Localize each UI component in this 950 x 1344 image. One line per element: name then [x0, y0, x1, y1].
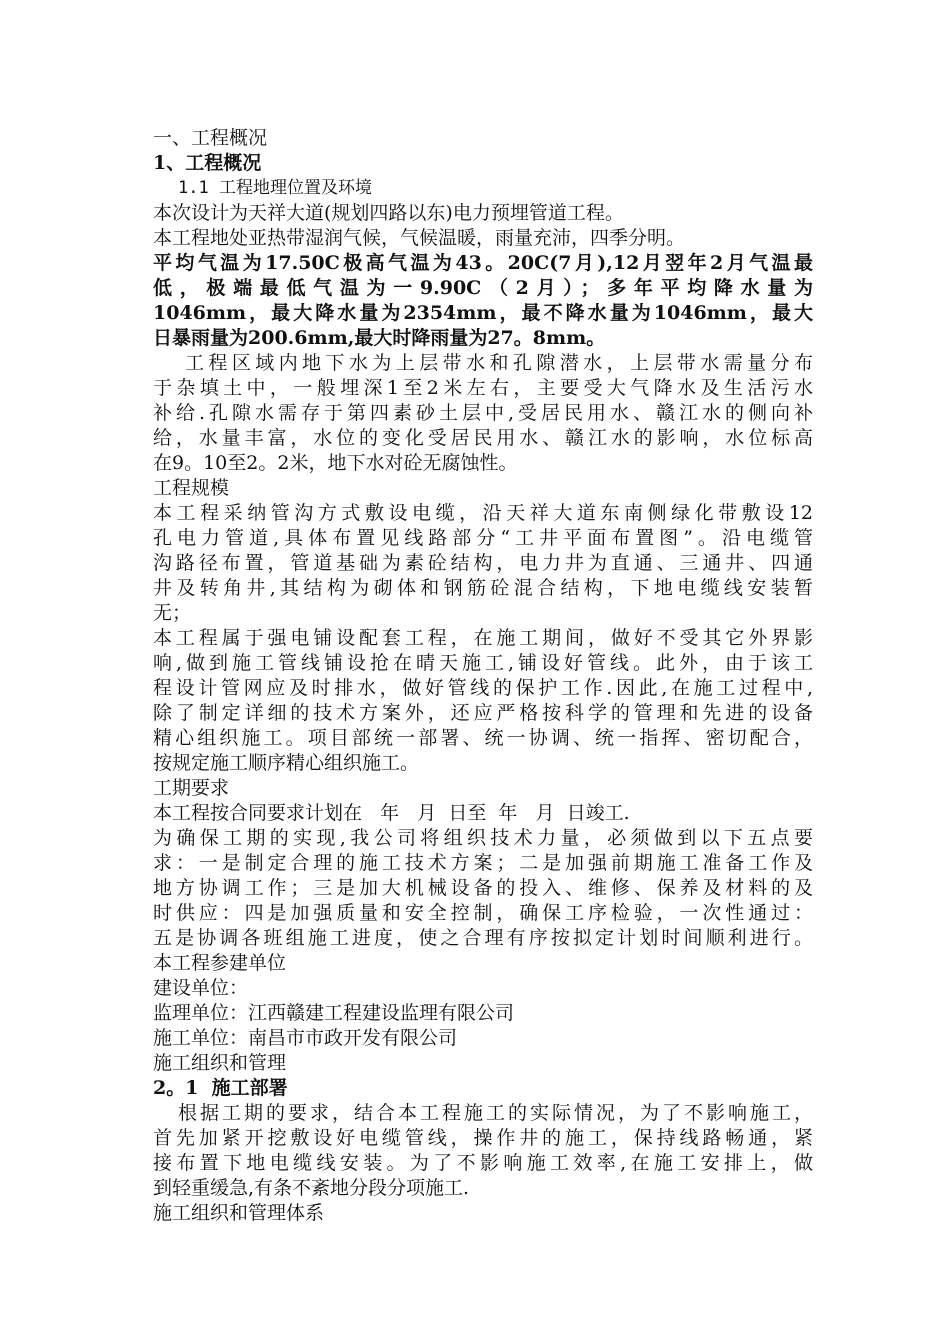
paragraph-line: 首先加紧开挖敷设好电缆管线，操作井的施工，保持线路畅通，紧: [153, 1127, 813, 1149]
paragraph-line: 建设单位：: [153, 977, 249, 999]
subsection-heading: 1.1 工程地理位置及环境: [178, 178, 372, 198]
paragraph-line: 给，水量丰富，水位的变化受居民用水、赣江水的影响，水位标高: [153, 427, 813, 449]
paragraph-line: 求：一是制定合理的施工技术方案；二是加强前期施工准备工作及: [153, 852, 813, 874]
paragraph-line: 工程区域内地下水为上层带水和孔隙潜水，上层带水需量分布: [185, 352, 813, 374]
paragraph-line: 根据工期的要求，结合本工程施工的实际情况，为了不影响施工，: [178, 1102, 813, 1124]
paragraph-line: 1046mm，最大降水量为2354mm，最不降水量为1046mm，最大: [153, 302, 813, 324]
section-heading: 施工组织和管理体系: [153, 1202, 325, 1224]
section-heading: 工期要求: [153, 777, 230, 799]
paragraph-line: 在9。10至2。2米，地下水对砼无腐蚀性。: [153, 452, 518, 474]
section-heading: 施工组织和管理: [153, 1052, 287, 1074]
paragraph-line: 本工程按合同要求计划在 年 月 日至 年 月 日竣工.: [153, 802, 630, 824]
paragraph-line: 补给.孔隙水需存于第四素砂土层中,受居民用水、赣江水的侧向补: [153, 402, 813, 424]
section-heading: 一、工程概况: [153, 127, 268, 149]
paragraph-line: 本次设计为天祥大道(规划四路以东)电力预埋管道工程。: [153, 202, 624, 224]
paragraph-line: 除了制定详细的技术方案外，还应严格按科学的管理和先进的设备: [153, 702, 813, 724]
paragraph-line: 到轻重缓急,有条不紊地分段分项施工.: [153, 1177, 470, 1199]
subsection-heading: 1、工程概况: [153, 152, 262, 174]
paragraph-line: 无；: [153, 602, 192, 624]
paragraph-line: 接布置下地电缆线安装。为了不影响施工效率,在施工安排上，做: [153, 1152, 813, 1174]
paragraph-line: 为确保工期的实现,我公司将组织技术力量，必须做到以下五点要: [153, 827, 813, 849]
subsection-heading: 2。1 施工部署: [153, 1077, 288, 1099]
paragraph-line: 平均气温为17.50C极高气温为43。20C(7月),12月翌年2月气温最: [153, 252, 813, 274]
paragraph-line: 低，极端最低气温为一9.90C（2月）；多年平均降水量为: [153, 277, 813, 299]
paragraph-line: 于杂填土中，一般埋深1至2米左右，主要受大气降水及生活污水: [153, 377, 813, 399]
paragraph-line: 沟路径布置，管道基础为素砼结构，电力井为直通、三通井、四通: [153, 552, 813, 574]
paragraph-line: 本工程地处亚热带湿润气候，气候温暖，雨量充沛，四季分明。: [153, 227, 686, 249]
section-heading: 工程规模: [153, 477, 230, 499]
paragraph-line: 施工单位：南昌市市政开发有限公司: [153, 1027, 458, 1049]
paragraph-line: 孔电力管道,具体布置见线路部分“工井平面布置图”。沿电缆管: [153, 527, 813, 549]
paragraph-line: 响,做到施工管线铺设抢在晴天施工,铺设好管线。此外，由于该工: [153, 652, 813, 674]
paragraph-line: 精心组织施工。项目部统一部署、统一协调、统一指挥、密切配合，: [153, 727, 813, 749]
paragraph-line: 时供应：四是加强质量和安全控制，确保工序检验，一次性通过：: [153, 902, 813, 924]
paragraph-line: 地方协调工作；三是加大机械设备的投入、维修、保养及材料的及: [153, 877, 813, 899]
paragraph-line: 本工程采纳管沟方式敷设电缆，沿天祥大道东南侧绿化带敷设12: [153, 502, 813, 524]
section-heading: 本工程参建单位: [153, 952, 287, 974]
paragraph-line: 五是协调各班组施工进度，使之合理有序按拟定计划时间顺利进行。: [153, 927, 813, 949]
paragraph-line: 本工程属于强电铺设配套工程，在施工期间，做好不受其它外界影: [153, 627, 813, 649]
paragraph-line: 监理单位：江西赣建工程建设监理有限公司: [153, 1002, 515, 1024]
paragraph-line: 日暴雨量为200.6mm,最大时降雨量为27。8mm。: [153, 327, 606, 349]
paragraph-line: 程设计管网应及时排水，做好管线的保护工作.因此,在施工过程中,: [153, 677, 813, 699]
paragraph-line: 井及转角井,其结构为砌体和钢筋砼混合结构，下地电缆线安装暂: [153, 577, 813, 599]
paragraph-line: 按规定施工顺序精心组织施工。: [153, 752, 420, 774]
